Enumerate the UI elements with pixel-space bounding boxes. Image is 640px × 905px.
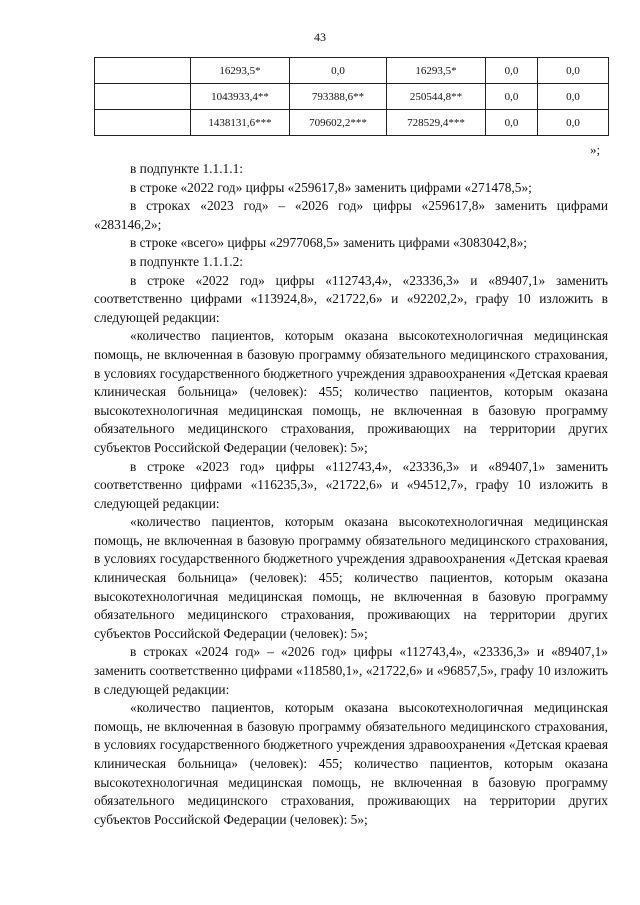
table-row xyxy=(95,58,609,84)
paragraph: в строках «2024 год» – «2026 год» цифры «112743,4», «23336,3» и «89407,1» заменить соответственно цифрами «118580,1», «21722,6» и «96857,5», графу 10 изложить в следующей редакции: xyxy=(94,644,608,697)
paragraph: в строке «всего» цифры «2977068,5» заменить цифрами «3083042,8»; xyxy=(130,235,528,251)
table-cell: 709602,2*** xyxy=(290,110,387,136)
table-cell xyxy=(95,58,191,84)
table-cell: 1438131,6*** xyxy=(191,110,290,136)
paragraph: в строке «2022 год» цифры «259617,8» заменить цифрами «271478,5»; xyxy=(130,179,532,195)
paragraph: в строках «2023 год» – «2026 год» цифры «259617,8» заменить цифрами «283146,2»; xyxy=(94,198,608,232)
paragraph: в подпункте 1.1.1.1: xyxy=(130,161,244,176)
table-cell xyxy=(95,84,191,110)
table-cell: 793388,6** xyxy=(290,84,387,110)
table-cell: 0,0 xyxy=(538,58,609,84)
table-cell: 0,0 xyxy=(290,58,387,84)
table-cell: 728529,4*** xyxy=(387,110,486,136)
quoted-paragraph: «количество пациентов, которым оказана высокотехнологичная медицинская помощь, не включенная в базовую программу обязательного медицинского страхования, в условиях государственного бюджетного учреждения здравоохранения «Детская краевая клиническая больница» (человек): 455; количество пациентов, которым оказана высокотехнологичная медицинская помощь, не включенная в базовую программу обязательного медицинского страхования, проживающих на территории других субъектов Российской Федерации (человек): 5»; xyxy=(94,328,608,455)
document-body xyxy=(94,160,608,829)
quoted-paragraph: «количество пациентов, которым оказана высокотехнологичная медицинская помощь, не включенная в базовую программу обязательного медицинского страхования, в условиях государственного бюджетного учреждения здравоохранения «Детская краевая клиническая больница» (человек): 455; количество пациентов, которым оказана высокотехнологичная медицинская помощь, не включенная в базовую программу обязательного медицинского страхования, проживающих на территории других субъектов Российской Федерации (человек): 5»; xyxy=(94,700,608,827)
table-cell: 0,0 xyxy=(486,58,538,84)
paragraph: в строке «2023 год» цифры «112743,4», «23336,3» и «89407,1» заменить соответственно цифрами «116235,3», «21722,6» и «94512,7», графу 10 изложить в следующей редакции: xyxy=(94,458,608,511)
table-cell: 1043933,4** xyxy=(191,84,290,110)
table-cell: 0,0 xyxy=(538,110,609,136)
table-row xyxy=(95,84,609,110)
quoted-paragraph: «количество пациентов, которым оказана высокотехнологичная медицинская помощь, не включенная в базовую программу обязательного медицинского страхования, в условиях государственного бюджетного учреждения здравоохранения «Детская краевая клиническая больница» (человек): 455; количество пациентов, которым оказана высокотехнологичная медицинская помощь, не включенная в базовую программу обязательного медицинского страхования, проживающих на территории других субъектов Российской Федерации (человек): 5»; xyxy=(94,514,608,641)
paragraph: в подпункте 1.1.1.2: xyxy=(130,253,244,269)
page-number: 43 xyxy=(314,30,326,44)
table-cell: 16293,5* xyxy=(387,58,486,84)
table-cell xyxy=(95,110,191,136)
table-cell: 250544,8** xyxy=(387,84,486,110)
data-table xyxy=(94,57,609,136)
paragraph: в строке «2022 год» цифры «112743,4», «23336,3» и «89407,1» заменить соответственно цифрами «113924,8», «21722,6» и «92202,2», графу 10 изложить в следующей редакции: xyxy=(94,272,608,325)
table-cell: 16293,5* xyxy=(191,58,290,84)
table-cell: 0,0 xyxy=(486,84,538,110)
table-cell: 0,0 xyxy=(538,84,609,110)
table-cell: 0,0 xyxy=(486,110,538,136)
closing-quote: »; xyxy=(590,142,601,157)
table-row xyxy=(95,110,609,136)
